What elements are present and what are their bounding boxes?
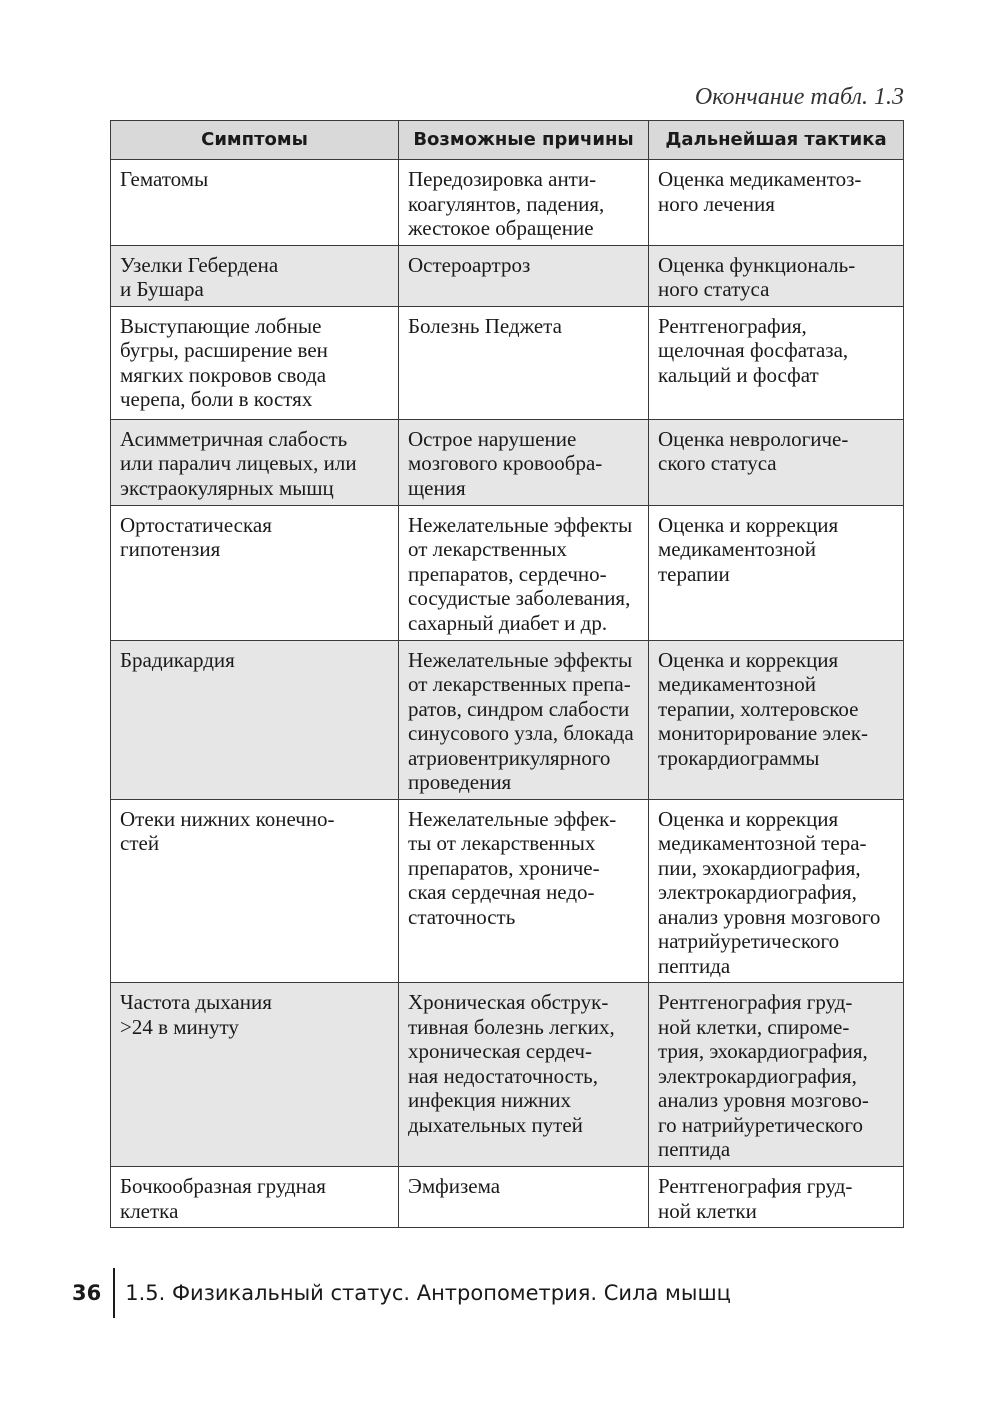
header-tactics: Дальнейшая тактика [649, 121, 904, 160]
tactics-text: Рентгенография груд- ной клетки, спироме- трия, эхокардиография, электрокардиография, анализ уровня мозгово- го натрийуретического пептида [658, 990, 869, 1161]
symptom-cell [111, 983, 399, 1167]
symptoms-table [110, 120, 904, 1228]
symptom-text: Гематомы [120, 167, 209, 191]
causes-cell [399, 160, 649, 246]
symptom-cell [111, 640, 399, 799]
tactics-cell [649, 419, 904, 505]
symptom-text: Бочкообразная грудная клетка [120, 1174, 326, 1223]
page-number: 36 [72, 1281, 102, 1305]
tactics-cell [649, 799, 904, 983]
symptom-text: Частота дыхания >24 в минуту [120, 990, 272, 1039]
tactics-text: Оценка функциональ- ного статуса [658, 252, 856, 301]
symptom-cell [111, 799, 399, 983]
header-causes: Возможные причины [399, 121, 649, 160]
symptom-cell [111, 505, 399, 640]
symptom-text: Асимметричная слабость или паралич лицевых, или экстраокулярных мышц [120, 426, 357, 500]
table-row [111, 983, 904, 1167]
tactics-cell [649, 505, 904, 640]
tactics-text: Оценка неврологиче- ского статуса [658, 426, 849, 475]
symptom-text: Отеки нижних конечно- стей [120, 806, 335, 855]
causes-text: Нежелательные эффекты от лекарственных препа- ратов, синдром слабости синусового узла, блокада атриовентрикулярного проведения [408, 647, 634, 794]
table-row [111, 1167, 904, 1228]
causes-text: Эмфизема [408, 1174, 501, 1198]
tactics-text: Рентгенография, щелочная фосфатаза, кальций и фосфат [658, 313, 849, 387]
tactics-cell [649, 983, 904, 1167]
causes-cell [399, 419, 649, 505]
causes-cell [399, 306, 649, 419]
causes-cell [399, 799, 649, 983]
symptom-cell [111, 419, 399, 505]
causes-text: Нежелательные эффекты от лекарственных препаратов, сердечно- сосудистые заболевания, сахарный диабет и др. [408, 512, 633, 635]
tactics-text: Оценка и коррекция медикаментозной терапии [658, 512, 839, 586]
table-row [111, 160, 904, 246]
symptom-text: Брадикардия [120, 647, 235, 672]
table-row [111, 640, 904, 799]
tactics-text: Оценка и коррекция медикаментозной терапии, холтеровское мониторирование элек- трокардиограммы [658, 647, 869, 770]
tactics-text: Оценка медикаментоз- ного лечения [658, 167, 862, 216]
causes-text: Острое нарушение мозгового кровообра- щения [408, 426, 603, 500]
symptom-cell [111, 245, 399, 306]
tactics-cell [649, 245, 904, 306]
table-row [111, 419, 904, 505]
causes-text: Хроническая обструк- тивная болезнь легких, хроническая сердеч- ная недостаточность, инфекция нижних дыхательных путей [408, 990, 615, 1137]
symptom-text: Ортостатическая гипотензия [120, 512, 272, 561]
symptom-text: Выступающие лобные бугры, расширение вен мягких покровов свода черепа, боли в костях [120, 313, 328, 411]
tactics-cell [649, 160, 904, 246]
header-symptoms: Симптомы [111, 121, 399, 160]
tactics-text: Оценка и коррекция медикаментозной тера- пии, эхокардиография, электрокардиография, анализ уровня мозгового натрийуретического пептида [658, 806, 881, 978]
table-caption: Окончание табл. 1.3 [694, 84, 904, 110]
causes-text: Остероартроз [408, 252, 531, 277]
causes-cell [399, 505, 649, 640]
causes-cell [399, 640, 649, 799]
page-footer [72, 1268, 731, 1318]
symptom-cell [111, 160, 399, 246]
causes-text: Нежелательные эффек- ты от лекарственных препаратов, хрониче- ская сердечная недо- статочность [408, 806, 617, 929]
table-row [111, 799, 904, 983]
table-row [111, 245, 904, 306]
symptom-text: Узелки Гебердена и Бушара [120, 252, 279, 301]
tactics-cell [649, 640, 904, 799]
causes-cell [399, 983, 649, 1167]
chapter-title: 1.5. Физикальный статус. Антропометрия. Сила мышц [125, 1281, 731, 1305]
causes-text: Болезнь Педжета [408, 313, 562, 338]
symptom-cell [111, 1167, 399, 1228]
tactics-cell [649, 1167, 904, 1228]
symptom-cell [111, 306, 399, 419]
table-header-row [111, 121, 904, 160]
causes-cell [399, 245, 649, 306]
footer-divider [113, 1268, 115, 1318]
table-row [111, 505, 904, 640]
causes-text: Передозировка анти- коагулянтов, падения, жестокое обращение [408, 167, 605, 240]
table-row [111, 306, 904, 419]
tactics-text: Рентгенография груд- ной клетки [658, 1174, 853, 1223]
causes-cell [399, 1167, 649, 1228]
tactics-cell [649, 306, 904, 419]
